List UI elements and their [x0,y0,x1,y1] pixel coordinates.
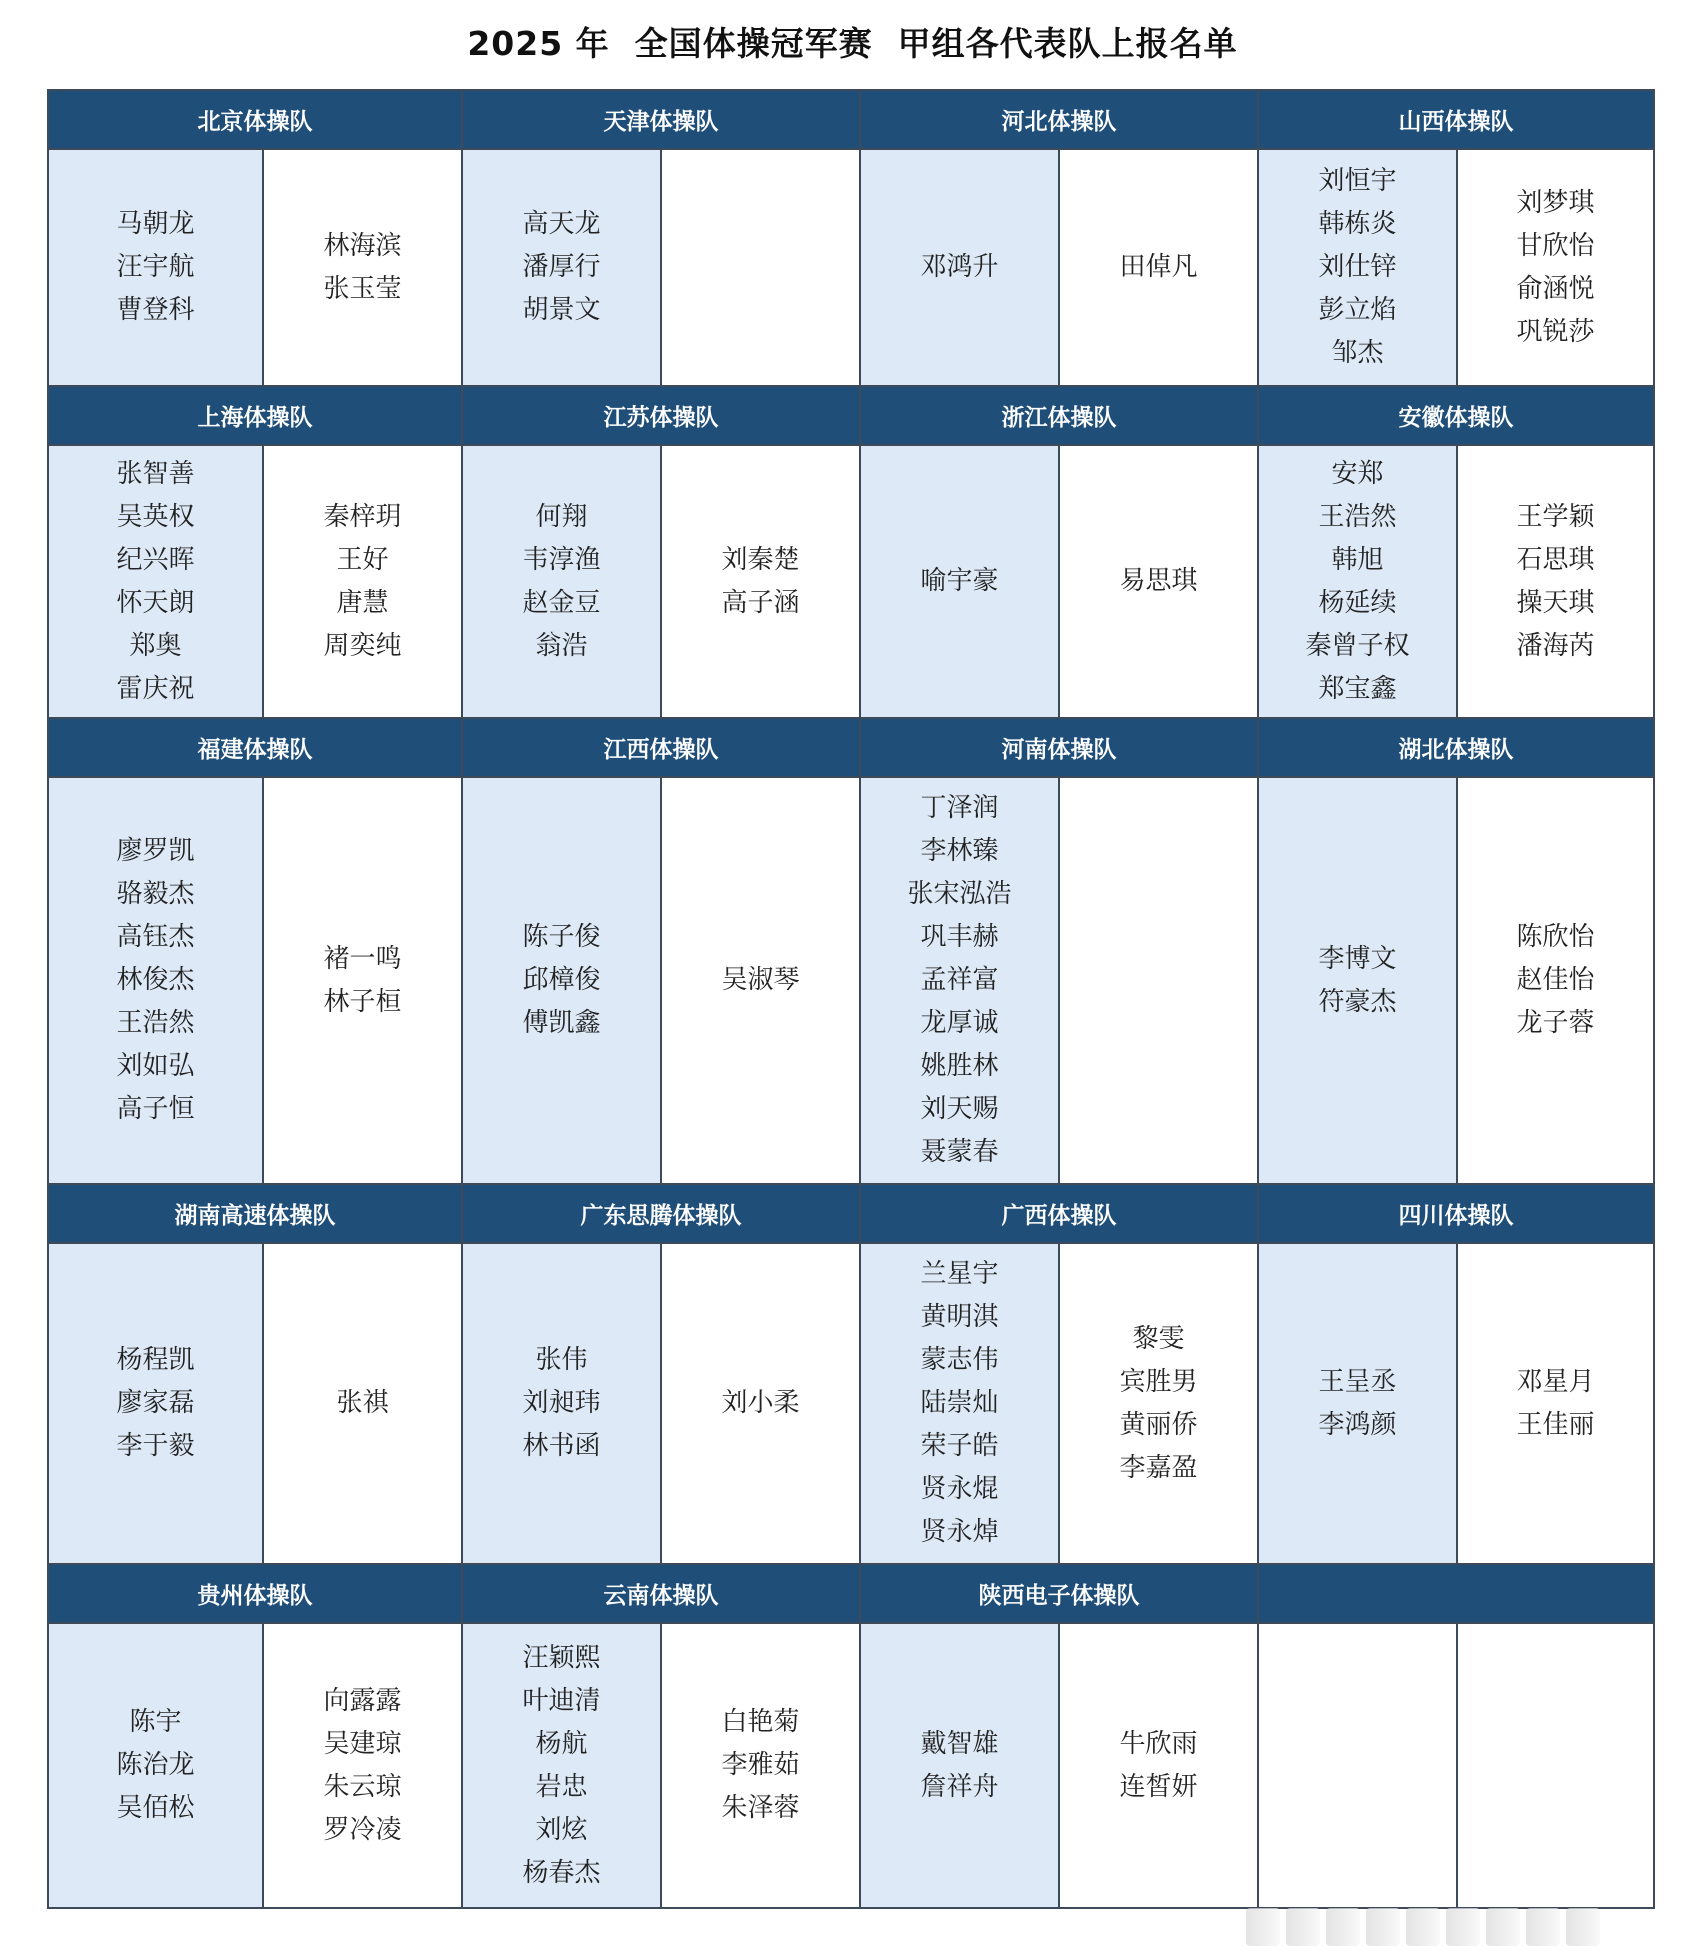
men-roster-cell: 刘恒宇 韩栋炎 刘仕锌 彭立焰 邹杰 [1258,149,1457,386]
men-roster-cell: 兰星宇 黄明淇 蒙志伟 陆崇灿 荣子皓 贤永焜 贤永焯 [860,1243,1059,1564]
women-roster-cell: 白艳菊 李雅茹 朱泽蓉 [661,1623,860,1908]
team-name-header: 山西体操队 [1258,90,1654,149]
men-roster-cell: 邓鸿升 [860,149,1059,386]
men-roster-cell: 张伟 刘昶玮 林书函 [462,1243,661,1564]
men-roster-cell: 李博文 符豪杰 [1258,777,1457,1184]
team-name-header: 安徽体操队 [1258,386,1654,445]
men-roster-cell: 廖罗凯 骆毅杰 高钰杰 林俊杰 王浩然 刘如弘 高子恒 [48,777,263,1184]
women-roster-cell: 刘秦楚 高子涵 [661,445,860,718]
team-name-header: 河北体操队 [860,90,1258,149]
team-name-header: 江苏体操队 [462,386,860,445]
women-roster-cell: 黎雯 宾胜男 黄丽侨 李嘉盈 [1059,1243,1258,1564]
women-roster-cell: 吴淑琴 [661,777,860,1184]
men-roster-cell: 戴智雄 詹祥舟 [860,1623,1059,1908]
team-header-row [48,90,1654,149]
women-roster-cell: 易思琪 [1059,445,1258,718]
women-roster-cell [661,149,860,386]
women-roster-cell: 陈欣怡 赵佳怡 龙子蓉 [1457,777,1654,1184]
women-roster-cell: 牛欣雨 连皙妍 [1059,1623,1258,1908]
team-header-row [48,386,1654,445]
page-title: 2025 年 全国体操冠军赛 甲组各代表队上报名单 [467,24,1238,63]
watermark-glyph [1366,1908,1400,1946]
team-name-header: 浙江体操队 [860,386,1258,445]
men-roster-cell: 高天龙 潘厚行 胡景文 [462,149,661,386]
women-roster-cell [1059,777,1258,1184]
team-roster-row [48,1623,1654,1908]
women-roster-cell: 褚一鸣 林子桓 [263,777,462,1184]
women-roster-cell: 向露露 吴建琼 朱云琼 罗冷凌 [263,1623,462,1908]
team-name-header: 广东思腾体操队 [462,1184,860,1243]
team-name-header: 福建体操队 [48,718,462,777]
women-roster-cell: 张祺 [263,1243,462,1564]
men-roster-cell: 陈宇 陈治龙 吴佰松 [48,1623,263,1908]
men-roster-cell: 喻宇豪 [860,445,1059,718]
team-roster-table [47,89,1655,1909]
team-name-header: 贵州体操队 [48,1564,462,1623]
men-roster-cell: 张智善 吴英权 纪兴晖 怀天朗 郑奥 雷庆祝 [48,445,263,718]
watermark-glyph [1286,1908,1320,1946]
team-name-header: 云南体操队 [462,1564,860,1623]
team-name-header: 湖北体操队 [1258,718,1654,777]
women-roster-cell: 王学颖 石思琪 操天琪 潘海芮 [1457,445,1654,718]
empty-cell [1457,1623,1654,1908]
team-name-header: 广西体操队 [860,1184,1258,1243]
men-roster-cell: 安郑 王浩然 韩旭 杨延续 秦曾子权 郑宝鑫 [1258,445,1457,718]
women-roster-cell: 刘梦琪 甘欣怡 俞涵悦 巩锐莎 [1457,149,1654,386]
women-roster-cell: 刘小柔 [661,1243,860,1564]
men-roster-cell: 杨程凯 廖家磊 李于毅 [48,1243,263,1564]
men-roster-cell: 汪颖熙 叶迪清 杨航 岩忠 刘炫 杨春杰 [462,1623,661,1908]
watermark-glyph [1326,1908,1360,1946]
watermark-glyph [1446,1908,1480,1946]
watermark [1246,1906,1686,1948]
men-roster-cell: 陈子俊 邱樟俊 傅凯鑫 [462,777,661,1184]
watermark-glyph [1486,1908,1520,1946]
team-name-header: 河南体操队 [860,718,1258,777]
empty-team-header [1258,1564,1654,1623]
team-name-header: 湖南高速体操队 [48,1184,462,1243]
watermark-glyph [1566,1908,1600,1946]
team-roster-row [48,1243,1654,1564]
team-name-header: 北京体操队 [48,90,462,149]
team-roster-row [48,149,1654,386]
team-header-row [48,718,1654,777]
women-roster-cell: 田倬凡 [1059,149,1258,386]
team-name-header: 天津体操队 [462,90,860,149]
team-name-header: 上海体操队 [48,386,462,445]
women-roster-cell: 林海滨 张玉莹 [263,149,462,386]
team-header-row [48,1564,1654,1623]
team-name-header: 陕西电子体操队 [860,1564,1258,1623]
men-roster-cell: 何翔 韦淳渔 赵金豆 翁浩 [462,445,661,718]
empty-cell [1258,1623,1457,1908]
men-roster-cell: 丁泽润 李林臻 张宋泓浩 巩丰赫 孟祥富 龙厚诚 姚胜林 刘天赐 聂蒙春 [860,777,1059,1184]
men-roster-cell: 王呈丞 李鸿颜 [1258,1243,1457,1564]
team-name-header: 四川体操队 [1258,1184,1654,1243]
team-name-header: 江西体操队 [462,718,860,777]
team-header-row [48,1184,1654,1243]
watermark-glyph [1526,1908,1560,1946]
watermark-glyph [1246,1908,1280,1946]
women-roster-cell: 秦梓玥 王好 唐慧 周奕纯 [263,445,462,718]
team-roster-row [48,445,1654,718]
team-roster-row [48,777,1654,1184]
watermark-glyph [1406,1908,1440,1946]
men-roster-cell: 马朝龙 汪宇航 曹登科 [48,149,263,386]
women-roster-cell: 邓星月 王佳丽 [1457,1243,1654,1564]
